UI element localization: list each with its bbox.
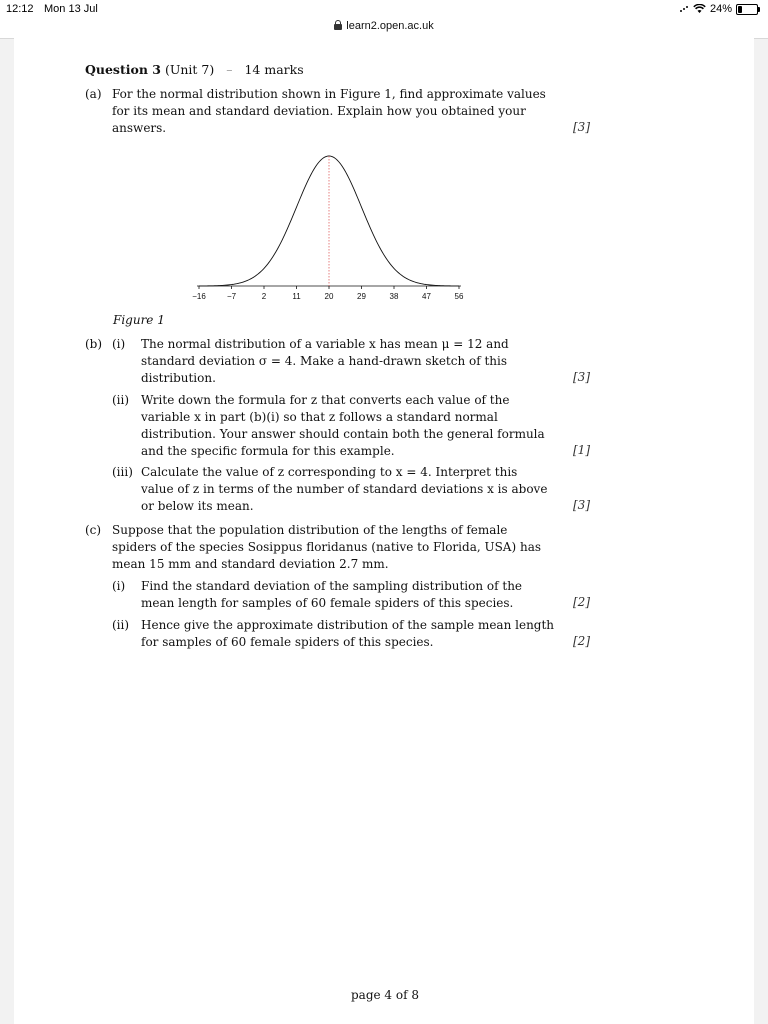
url-text[interactable]: learn2.open.ac.uk [346, 20, 434, 32]
part-b-iii-line-1: Calculate the value of z corresponding to x = 4. Interpret this [141, 465, 518, 479]
part-b-iii-line-2: value of z in terms of the number of standard deviations x is above [141, 482, 548, 496]
part-c-ii-label: (ii) [112, 618, 130, 632]
question-title [85, 62, 304, 77]
part-b-ii-line-1: Write down the formula for z that converts each value of the [141, 393, 510, 407]
part-c-ii-line-1: Hence give the approximate distribution of the sample mean length [141, 618, 555, 632]
part-b-iii-mark: [3] [573, 498, 590, 512]
x-tick-label: 11 [292, 292, 301, 301]
part-c-intro-line-1: Suppose that the population distribution of the lengths of female [112, 523, 508, 537]
part-b-ii-line-3: distribution. Your answer should contain both the general formula [141, 427, 545, 441]
part-c-i-label: (i) [112, 579, 126, 593]
part-c-label: (c) [85, 523, 102, 537]
part-c-ii-mark: [2] [573, 634, 590, 648]
battery-percent: 24% [709, 3, 732, 15]
part-c-ii-line-2: for samples of 60 female spiders of this species. [141, 635, 434, 649]
page-footer: page 4 of 8 [351, 988, 419, 1002]
x-tick-label: 20 [324, 292, 334, 301]
part-b-i-mark: [3] [573, 370, 590, 384]
part-a-mark: [3] [573, 120, 590, 134]
part-a-line-2: for its mean and standard deviation. Explain how you obtained your [112, 104, 526, 118]
x-tick-label: 47 [422, 292, 431, 301]
lock-icon [334, 24, 342, 30]
part-b-label: (b) [85, 337, 103, 351]
part-b-iii-label: (iii) [112, 465, 133, 479]
figure-caption: Figure 1 [113, 313, 165, 327]
address-bar[interactable] [0, 16, 768, 39]
x-tick-label: 2 [261, 292, 267, 301]
part-c-intro-line-2: spiders of the species Sosippus floridanus (native to Florida, USA) has [112, 540, 542, 554]
x-ticks [192, 286, 464, 301]
part-b-i-line-1: The normal distribution of a variable x has mean μ = 12 and [141, 337, 509, 351]
x-tick-label: −16 [192, 292, 206, 301]
battery-fill [738, 6, 742, 13]
x-tick-label: 29 [357, 292, 366, 301]
x-tick-label: 38 [389, 292, 399, 301]
part-c-i-line-2: mean length for samples of 60 female spiders of this species. [141, 596, 514, 610]
question-unit: (Unit 7) [164, 62, 215, 77]
part-b-iii-line-3: or below its mean. [141, 499, 254, 513]
question-dash: – [226, 62, 233, 77]
battery-icon [736, 4, 758, 15]
question-marks: 14 marks [244, 62, 304, 77]
x-tick-label: −7 [226, 292, 237, 301]
part-b-i-line-2: standard deviation σ = 4. Make a hand-drawn sketch of this [141, 354, 508, 368]
part-b-i-line-3: distribution. [141, 371, 216, 385]
part-c-intro-line-3: mean 15 mm and standard deviation 2.7 mm. [112, 557, 389, 571]
part-b-ii-line-4: and the specific formula for this example. [141, 444, 395, 458]
wifi-icon [693, 4, 706, 14]
normal-distribution-chart [184, 148, 474, 308]
question-label: Question 3 [85, 62, 161, 77]
part-a-label: (a) [85, 87, 102, 101]
status-time: 12:12 [6, 3, 34, 15]
signal-icon [679, 5, 689, 13]
part-c-i-line-1: Find the standard deviation of the sampling distribution of the [141, 579, 523, 593]
document-page [14, 38, 754, 1024]
part-a-line-1: For the normal distribution shown in Figure 1, find approximate values [112, 87, 546, 101]
status-date: Mon 13 Jul [44, 3, 98, 15]
part-b-ii-label: (ii) [112, 393, 130, 407]
part-b-ii-line-2: variable x in part (b)(i) so that z follows a standard normal [141, 410, 498, 424]
part-a-line-3: answers. [112, 121, 167, 135]
part-b-ii-mark: [1] [573, 443, 590, 457]
x-tick-label: 56 [454, 292, 464, 301]
part-c-i-mark: [2] [573, 595, 590, 609]
part-b-i-label: (i) [112, 337, 126, 351]
status-right [679, 3, 758, 15]
